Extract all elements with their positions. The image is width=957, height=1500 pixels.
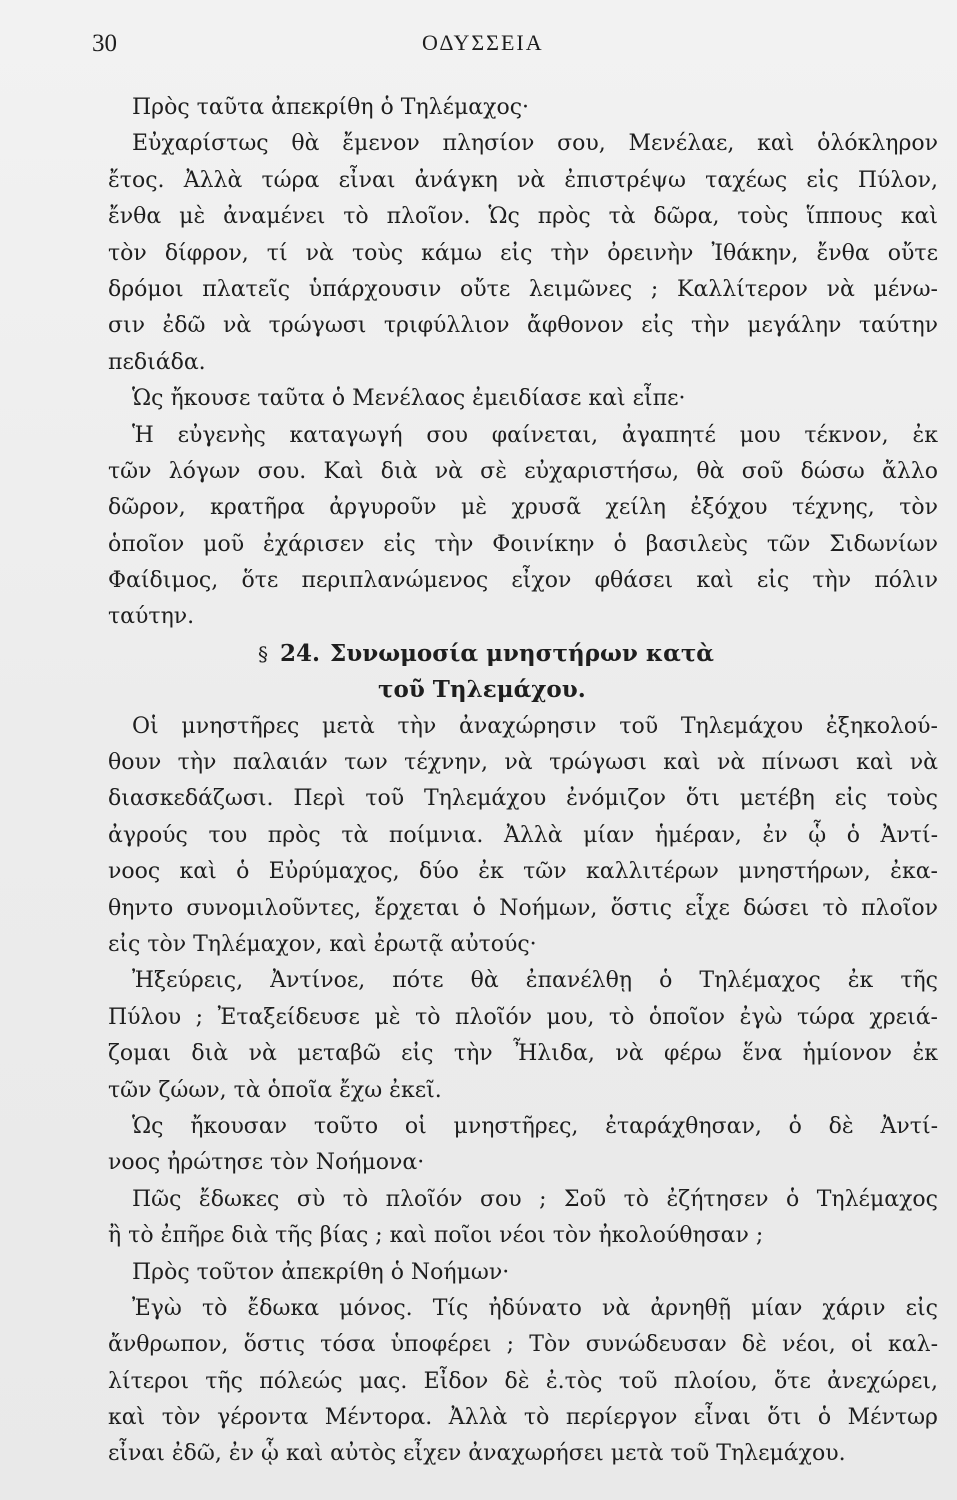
text-line: καὶ τὸν γέροντα Μέντορα. Ἀλλὰ τὸ περίεργον εἶναι ὅτι ὁ Μέντωρ: [108, 1405, 938, 1431]
text-line: διασκεδάζωσι. Περὶ τοῦ Τηλεμάχου ἐνόμιζον ὅτι μετέβη εἰς τοὺς: [108, 786, 938, 812]
text-line: ἔτος. Ἀλλὰ τώρα εἶναι ἀνάγκη νὰ ἐπιστρέψω ταχέως εἰς Πύλον,: [108, 167, 938, 193]
text-line: δῶρον, κρατῆρα ἀργυροῦν μὲ χρυσᾶ χείλη ἐξόχου τέχνης, τὸν: [108, 495, 938, 521]
text-line: Ἐγὼ τὸ ἔδωκα μόνος. Τίς ἠδύνατο νὰ ἀρνηθῇ μίαν χάριν εἰς: [132, 1295, 938, 1321]
text-line: πεδιάδα.: [108, 349, 206, 375]
text-line: ἢ τὸ ἐπῆρε διὰ τῆς βίας ; καὶ ποῖοι νέοι τὸν ἠκολούθησαν ;: [108, 1223, 764, 1249]
page-header: [92, 30, 927, 66]
text-line: ταύτην.: [108, 604, 195, 630]
section-heading-continued: [108, 672, 938, 708]
section-number: 24.: [280, 639, 321, 667]
text-line: τῶν λόγων σου. Καὶ διὰ νὰ σὲ εὐχαριστήσω, θὰ σοῦ δώσω ἄλλο: [108, 458, 938, 484]
text-line: Οἱ μνηστῆρες μετὰ τὴν ἀναχώρησιν τοῦ Τηλεμάχου ἐξηκολού-: [132, 713, 938, 739]
page-number: 30: [92, 30, 117, 57]
text-line: εἶναι ἐδῶ, ἐν ᾧ καὶ αὐτὸς εἶχεν ἀναχωρήσει μετὰ τοῦ Τηλεμάχου.: [108, 1441, 846, 1467]
text-line: νοος ἠρώτησε τὸν Νοήμονα·: [108, 1150, 425, 1176]
text-line: σιν ἐδῶ νὰ τρώγωσι τριφύλλιον ἄφθονον εἰς τὴν μεγάλην ταύτην: [108, 313, 938, 339]
section-mark: §: [258, 641, 268, 666]
text-line: Ὡς ἤκουσαν τοῦτο οἱ μνηστῆρες, ἐταράχθησαν, ὁ δὲ Ἀντί-: [132, 1113, 938, 1139]
text-line: θηντο συνομιλοῦντες, ἔρχεται ὁ Νοήμων, ὅστις εἶχε δώσει τὸ πλοῖον: [108, 895, 938, 921]
text-line: θουν τὴν παλαιάν των τέχνην, νὰ τρώγωσι καὶ νὰ πίνωσι καὶ νὰ: [108, 750, 938, 776]
text-line: Εὐχαρίστως θὰ ἔμενον πλησίον σου, Μενέλαε, καὶ ὁλόκληρον: [132, 131, 938, 157]
text-line: Πρὸς ταῦτα ἀπεκρίθη ὁ Τηλέμαχος·: [132, 95, 530, 120]
section-title-line1: Συνωμοσία μνηστήρων κατὰ: [330, 639, 715, 667]
text-line: Φαίδιμος, ὅτε περιπλανώμενος εἶχον φθάσει καὶ εἰς τὴν πόλιν: [108, 568, 938, 594]
section-title-line2: τοῦ Τηλεμάχου.: [378, 676, 586, 704]
text-line: λίτεροι τῆς πόλεώς μας. Εἶδον δὲ ἐ.τὸς τοῦ πλοίου, ὅτε ἀνεχώρει,: [108, 1368, 938, 1394]
text-line: ζομαι διὰ νὰ μεταβῶ εἰς τὴν Ἦλιδα, νὰ φέρω ἕνα ἡμίονον ἐκ: [108, 1041, 938, 1067]
text-line: ὁποῖον μοῦ ἐχάρισεν εἰς τὴν Φοινίκην ὁ βασιλεὺς τῶν Σιδωνίων: [108, 531, 938, 557]
text-line: Πύλου ; Ἐταξείδευσε μὲ τὸ πλοῖόν μου, τὸ ὁποῖον ἐγὼ τώρα χρειά-: [108, 1004, 938, 1030]
text-line: εἰς τὸν Τηλέμαχον, καὶ ἐρωτᾷ αὐτούς·: [108, 931, 537, 957]
text-line: ἀγρούς του πρὸς τὰ ποίμνια. Ἀλλὰ μίαν ἡμέραν, ἐν ᾧ ὁ Ἀντί-: [108, 822, 938, 848]
section-heading: [108, 636, 938, 672]
body-text: [108, 90, 938, 1473]
text-line: δρόμοι πλατεῖς ὑπάρχουσιν οὔτε λειμῶνες ; Καλλίτερον νὰ μένω-: [108, 276, 938, 302]
text-line: Ὡς ἤκουσε ταῦτα ὁ Μενέλαος ἐμειδίασε καὶ εἶπε·: [132, 386, 686, 412]
running-title: ΟΔΥΣΣΕΙΑ: [422, 30, 544, 55]
text-line: ἔνθα μὲ ἀναμένει τὸ πλοῖον. Ὡς πρὸς τὰ δῶρα, τοὺς ἵππους καὶ: [108, 204, 938, 230]
text-line: τῶν ζώων, τὰ ὁποῖα ἔχω ἐκεῖ.: [108, 1077, 442, 1103]
text-line: τὸν δίφρον, τί νὰ τοὺς κάμω εἰς τὴν ὀρεινὴν Ἰθάκην, ἔνθα οὔτε: [108, 240, 938, 266]
text-line: νοος καὶ ὁ Εὐρύμαχος, δύο ἐκ τῶν καλλιτέρων μνηστήρων, ἐκα-: [108, 859, 938, 885]
text-line: Πρὸς τοῦτον ἀπεκρίθη ὁ Νοήμων·: [132, 1259, 510, 1285]
text-line: Ἡ εὐγενὴς καταγωγή σου φαίνεται, ἀγαπητέ μου τέκνον, ἐκ: [132, 422, 938, 448]
text-line: Πῶς ἔδωκες σὺ τὸ πλοῖόν σου ; Σοῦ τὸ ἐζήτησεν ὁ Τηλέμαχος: [132, 1186, 938, 1212]
text-line: Ἠξεύρεις, Ἀντίνοε, πότε θὰ ἐπανέλθῃ ὁ Τηλέμαχος ἐκ τῆς: [132, 968, 938, 994]
text-line: ἄνθρωπον, ὅστις τόσα ὑποφέρει ; Τὸν συνώδευσαν δὲ νέοι, οἱ καλ-: [108, 1332, 938, 1358]
